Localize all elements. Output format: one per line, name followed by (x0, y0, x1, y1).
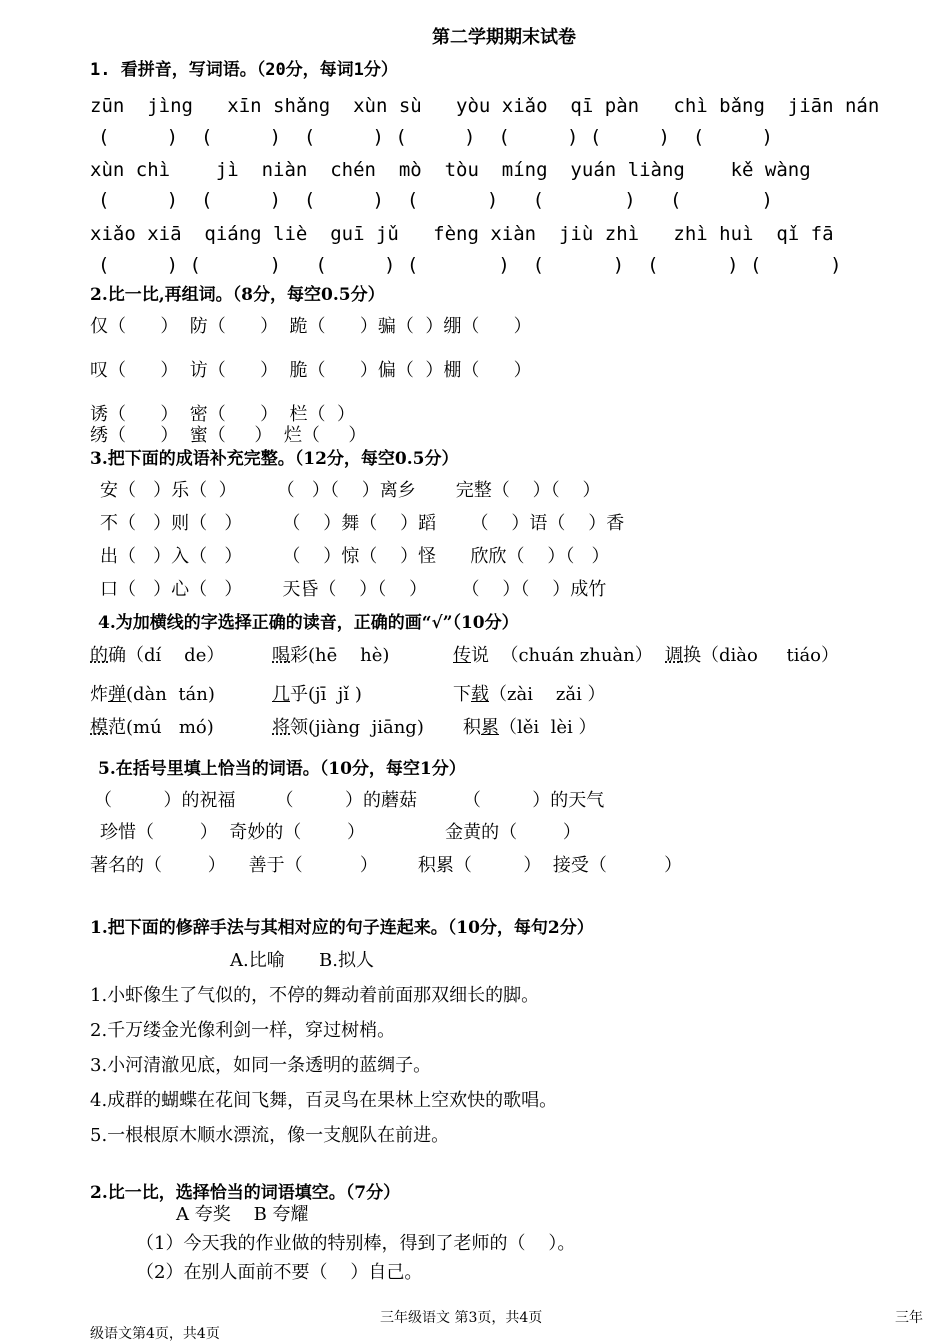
q4-item: 的确（dí de） (90, 645, 225, 666)
q2-row-3: 诱（ ） 密（ ） 栏（ ） (90, 404, 355, 425)
q1-heading: 1. 看拼音，写词语。（20分，每词1分） (90, 60, 398, 80)
q1-pinyin-row-3: xiǎo xiā qiáng liè guī jǔ fèng xiàn jiù zhì zhì huì qǐ fā (90, 223, 834, 245)
q4-item: 几乎(jī jǐ ) (272, 684, 362, 705)
q1-blanks-row-1: ( ) ( ) ( ) ( ) ( ) ( ) ( ) (98, 126, 773, 148)
q4-item: 将领(jiàng jiāng) (272, 717, 424, 738)
q4-item: 传说 （chuán zhuàn） (453, 645, 653, 666)
q6-sentence-5: 5.一根根原木顺水漂流，像一支舰队在前进。 (90, 1125, 450, 1146)
q6-sentence-1: 1.小虾像生了气似的，不停的舞动着前面那双细长的脚。 (90, 985, 540, 1006)
page-title: 第二学期期末试卷 (432, 27, 576, 48)
footer-right-fragment: 三年 (895, 1310, 923, 1326)
q3-row-2: 不（ ）则（ ） （ ）舞（ ）蹈 （ ）语（ ）香 (100, 513, 625, 534)
q7-heading: 2.比一比，选择恰当的词语填空。（7分） (90, 1183, 401, 1203)
q5-row-2: 珍惜（ ） 奇妙的（ ） 金黄的（ ） (100, 822, 581, 843)
q2-heading: 2.比一比,再组词。（8分，每空0.5分） (90, 285, 385, 305)
q7-item-1: （1）今天我的作业做的特别棒，得到了老师的（ ）。 (136, 1233, 576, 1254)
q4-item: 模范(mú mó) (90, 717, 214, 738)
q1-blanks-row-3: ( ) ( ) ( ) ( ) ( ) ( ) ( ) (98, 254, 842, 276)
q6-sentence-4: 4.成群的蝴蝶在花间飞舞，百灵鸟在果林上空欢快的歌唱。 (90, 1090, 558, 1111)
q6-options: A.比喻 B.拟人 (230, 950, 374, 971)
q3-row-4: 口（ ）心（ ） 天昏（ ）（ ） （ ）（ ）成竹 (100, 579, 607, 600)
q4-item: 下载（zài zǎi ） (453, 684, 606, 705)
q6-heading: 1.把下面的修辞手法与其相对应的句子连起来。（10分，每句2分） (90, 918, 594, 938)
footer-page-number: 三年级语文 第3页，共4页 (380, 1310, 543, 1326)
q3-row-1: 安（ ）乐（ ） （ ）（ ）离乡 完整（ ）（ ） (100, 480, 601, 501)
q6-sentence-3: 3.小河清澈见底，如同一条透明的蓝绸子。 (90, 1055, 432, 1076)
q2-row-2: 叹（ ） 访（ ） 脆（ ）偏（ ）棚（ ） (90, 360, 532, 381)
q4-item: 调换（diào tiáo） (665, 645, 840, 666)
footer-left-fragment: 级语文第4页，共4页 (90, 1326, 220, 1342)
q5-row-3: 著名的（ ） 善于（ ） 积累（ ） 接受（ ） (90, 855, 683, 876)
q4-item: 炸弹(dàn tán) (90, 684, 215, 705)
q4-heading: 4.为加横线的字选择正确的读音，正确的画“√”（10分） (98, 613, 519, 633)
q2-row-4: 绣（ ） 蜜（ ） 烂（ ） (90, 425, 367, 446)
q1-pinyin-row-1: zūn jìng xīn shǎng xùn sù yòu xiǎo qī pàn chì bǎng jiān nán (90, 95, 880, 117)
q5-heading: 5.在括号里填上恰当的词语。（10分，每空1分） (98, 759, 466, 779)
q4-item: 喝彩(hē hè) (272, 645, 390, 666)
q1-blanks-row-2: ( ) ( ) ( ) ( ) ( ) ( ) (98, 189, 773, 211)
q3-row-3: 出（ ）入（ ） （ ）惊（ ）怪 欣欣（ ）（ ） (100, 546, 610, 567)
q6-sentence-2: 2.千万缕金光像利剑一样，穿过树梢。 (90, 1020, 396, 1041)
q7-item-2: （2）在别人面前不要（ ）自己。 (136, 1262, 423, 1283)
q1-pinyin-row-2: xùn chì jì niàn chén mò tòu míng yuán liàng kě wàng (90, 159, 811, 181)
q5-row-1: （ ）的祝福 （ ）的蘑菇 （ ）的天气 (94, 790, 605, 811)
q3-heading: 3.把下面的成语补充完整。（12分，每空0.5分） (90, 449, 459, 469)
q4-item: 积累（lěi lèi ） (463, 717, 597, 738)
q2-row-1: 仅（ ） 防（ ） 跪（ ）骗（ ）绷（ ） (90, 316, 532, 337)
q7-options: A 夸奖 B 夸耀 (176, 1204, 309, 1225)
